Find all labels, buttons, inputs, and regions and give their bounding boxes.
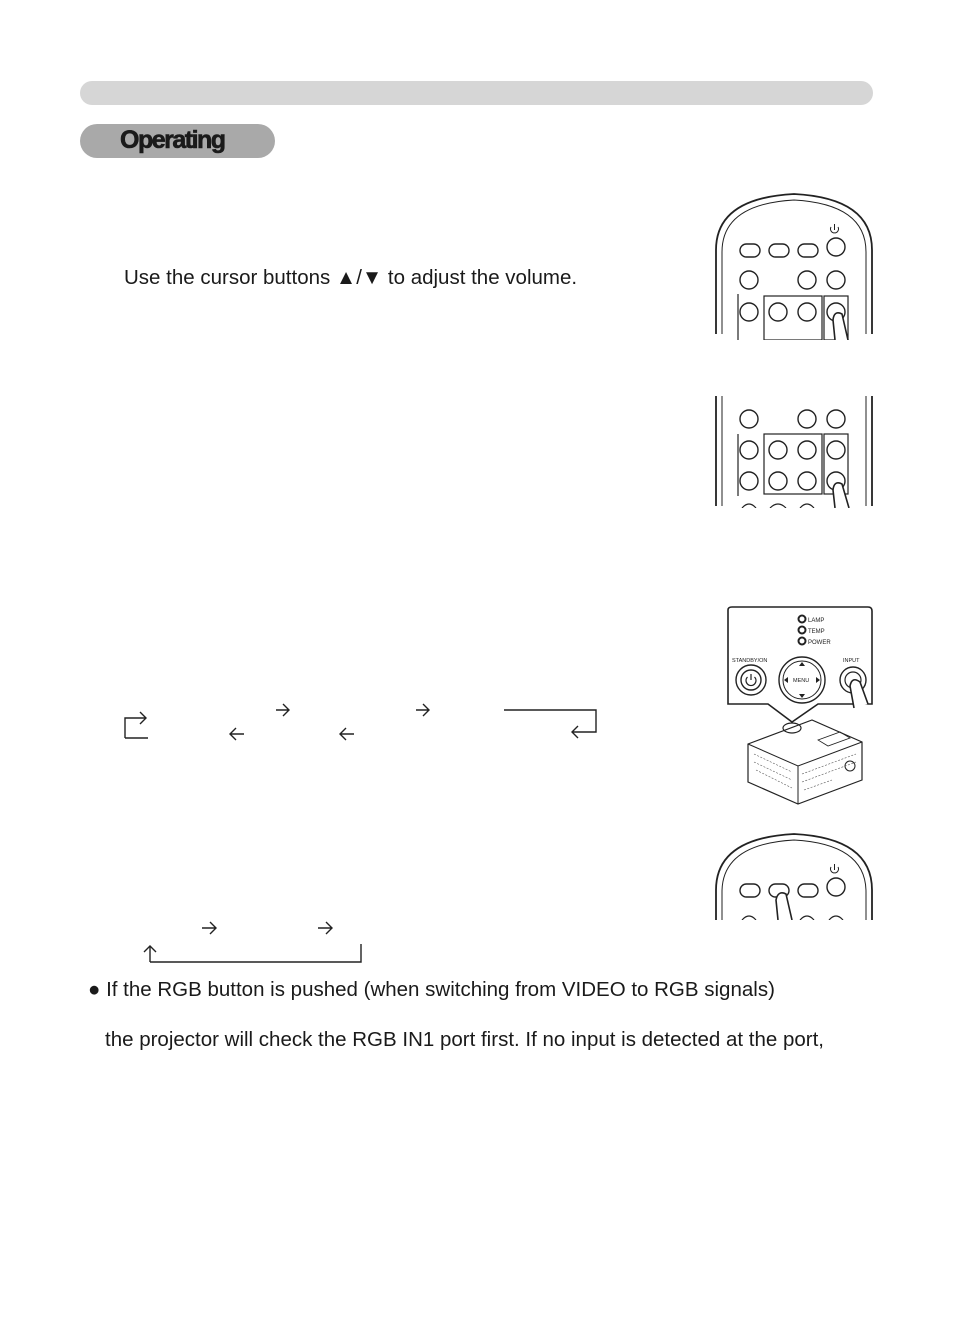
temp-label: TEMP [808, 629, 825, 635]
rgb-note-line-1: ● If the RGB button is pushed (when switching from VIDEO to RGB signals) [88, 978, 775, 1001]
lamp-label: LAMP [808, 618, 825, 624]
remote-control-illustration-1 [712, 190, 877, 340]
projector-icon [748, 720, 862, 804]
power-icon [831, 224, 839, 233]
flow-arrow-icon [144, 922, 361, 962]
input-cycle-diagram [118, 698, 604, 746]
standby-button [736, 665, 766, 695]
header-bar [80, 81, 873, 105]
power-label: POWER [808, 640, 831, 646]
remote-control-illustration-3 [712, 830, 877, 920]
section-title: Operating [120, 126, 225, 154]
finger-pointer-icon [833, 483, 849, 508]
flow-arrow-icon [125, 704, 596, 740]
menu-cursor-pad [779, 657, 825, 703]
volume-instruction: Use the cursor buttons ▲/▼ to adjust the volume. [124, 266, 578, 289]
standby-label: STANDBY/ON [732, 658, 768, 664]
finger-pointer-icon [776, 893, 792, 920]
remote-control-illustration-2 [712, 396, 877, 508]
menu-label: MENU [793, 678, 810, 684]
section-tab [80, 124, 275, 158]
power-icon [831, 864, 839, 873]
finger-pointer-icon [833, 313, 848, 340]
input-label: INPUT [843, 658, 860, 664]
rgb-cycle-diagram [140, 916, 366, 966]
projector-control-panel-illustration [722, 604, 882, 806]
rgb-note-line-2: the projector will check the RGB IN1 port first. If no input is detected at the port, [105, 1028, 824, 1051]
